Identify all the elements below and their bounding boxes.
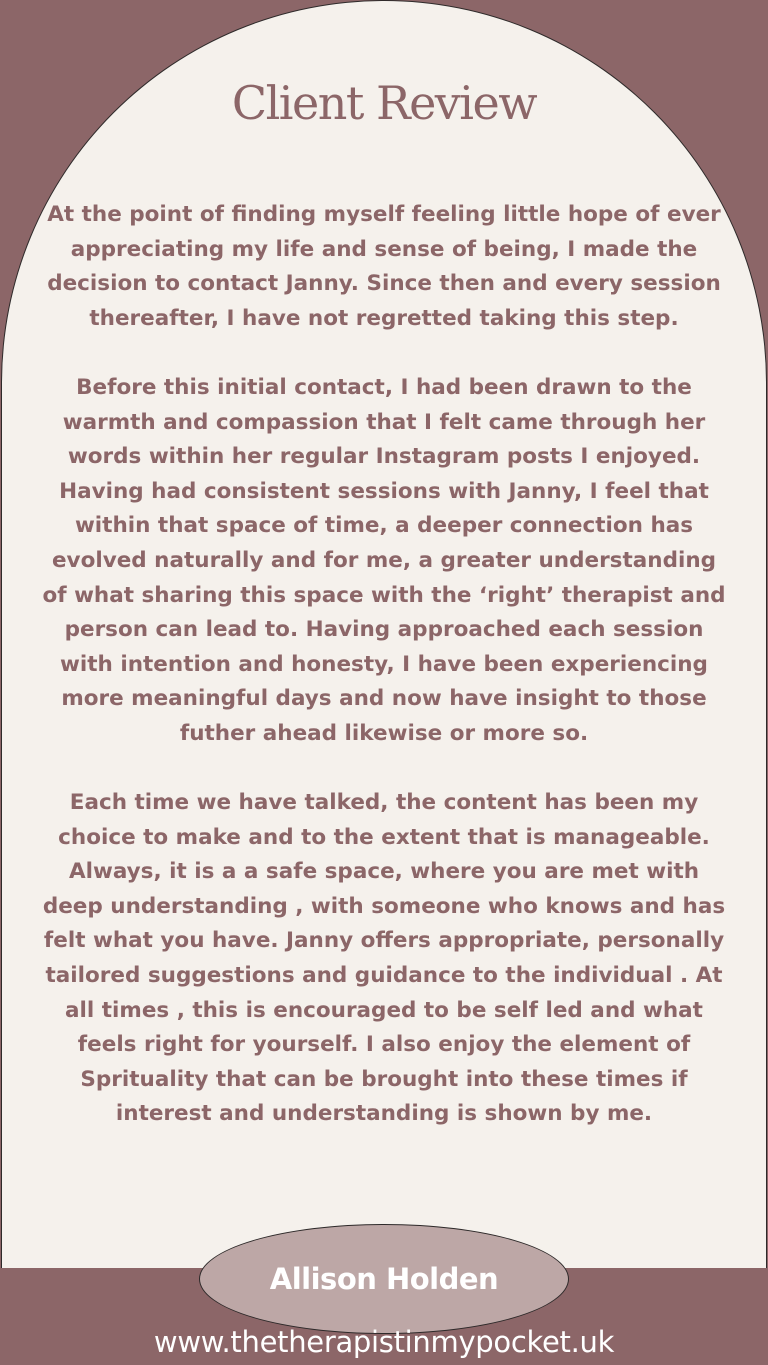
page-title: Client Review (231, 76, 537, 130)
review-text (40, 198, 728, 1132)
review-paragraph-2: Before this initial contact, I had been drawn to the warmth and compassion that I felt came through her words within her regular Instagram posts I enjoyed. Having had consistent sessions with Janny, I feel that within that space of time, a deeper connection has evolved naturally and for me, a greater understanding of what sharing this space with the ‘right’ therapist and person can lead to. Having approached each session with intention and honesty, I have been experiencing more meaningful days and now have insight to those futher ahead likewise or more so. (42, 374, 726, 746)
author-name: Allison Holden (269, 1262, 499, 1296)
website-link[interactable]: www.thetherapistinmypocket.uk (153, 1325, 615, 1359)
review-paragraph-3: Each time we have talked, the content has been my choice to make and to the extent that is manageable. Always, it is a a safe space, where you are met with deep understanding , with someone who knows and has felt what you have. Janny offers appropriate, personally tailored suggestions and guidance to the individual . At all times , this is encouraged to be self led and what feels right for yourself. I also enjoy the element of Sprituality that can be brought into these times if interest and understanding is shown by me. (42, 790, 726, 1127)
author-badge (199, 1224, 569, 1334)
review-paragraph-1: At the point of finding myself feeling little hope of ever appreciating my life and sense of being, I made the decision to contact Janny. Since then and every session thereafter, I have not regretted taking this step. (47, 202, 721, 331)
